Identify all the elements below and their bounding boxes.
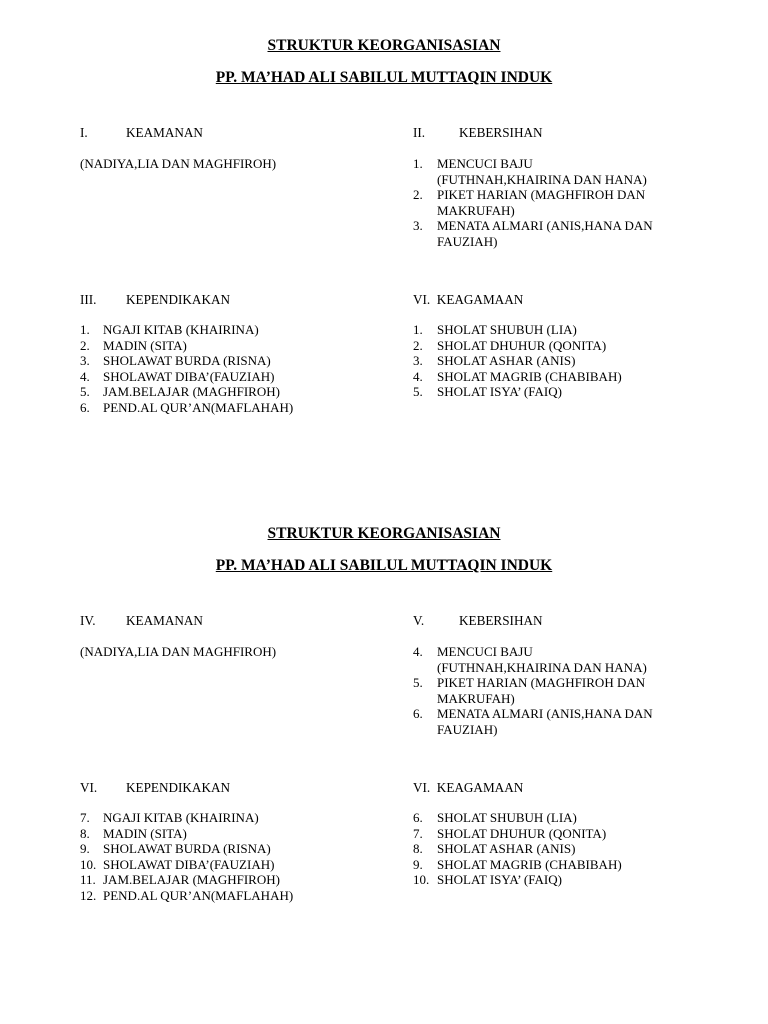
- kependidikan-item-text: NGAJI KITAB (KHAIRINA): [103, 810, 259, 825]
- kependidikan-item-number: 2.: [80, 337, 90, 353]
- kependidikan-item-text: SHOLAWAT DIBA’(FAUZIAH): [103, 368, 275, 384]
- keagamaan-item-number: 8.: [413, 841, 423, 856]
- kependidikan-item-number: 8.: [80, 825, 90, 841]
- keamanan-members: (NADIYA,LIA DAN MAGHFIROH): [80, 644, 277, 659]
- keagamaan-item-text: SHOLAT ISYA’ (FAIQ): [437, 384, 562, 399]
- kependidikan-item-text: NGAJI KITAB (KHAIRINA): [103, 322, 259, 337]
- kependidikan-item-number: 5.: [80, 384, 90, 399]
- keagamaan-item-number: 2.: [413, 337, 423, 353]
- keamanan-heading: KEAMANAN: [126, 613, 203, 628]
- kependidikan-item-text: JAM.BELAJAR (MAGHFIROH): [103, 872, 280, 887]
- kebersihan-item-number: 2.: [413, 187, 423, 202]
- document-subtitle: PP. MA’HAD ALI SABILUL MUTTAQIN INDUK: [215, 557, 553, 574]
- kependidikan-item-number: 6.: [80, 399, 90, 415]
- keagamaan-item-number: 4.: [413, 368, 423, 384]
- keagamaan-item-number: 1.: [413, 322, 423, 337]
- kebersihan-item-line1: PIKET HARIAN (MAGHFIROH DAN: [437, 675, 646, 690]
- keagamaan-item-number: 7.: [413, 825, 423, 841]
- keagamaan-item-number: 6.: [413, 810, 423, 825]
- kependidikan-item-number: 10.: [80, 856, 97, 872]
- kebersihan-item-line2: MAKRUFAH): [437, 690, 515, 706]
- kebersihan-item-number: 4.: [413, 644, 423, 659]
- kebersihan-item-number: 6.: [413, 706, 423, 721]
- keagamaan-item-text: SHOLAT ASHAR (ANIS): [437, 841, 576, 856]
- kebersihan-item-line2: MAKRUFAH): [437, 202, 515, 218]
- kebersihan-item-line2: (FUTHNAH,KHAIRINA DAN HANA): [437, 659, 647, 675]
- kependidikan-item-text: MADIN (SITA): [103, 337, 187, 353]
- keamanan-heading: KEAMANAN: [126, 125, 203, 140]
- kebersihan-item-number: 1.: [413, 156, 423, 171]
- kebersihan-item-line2: (FUTHNAH,KHAIRINA DAN HANA): [437, 171, 647, 187]
- keamanan-members: (NADIYA,LIA DAN MAGHFIROH): [80, 156, 277, 171]
- kependidikan-item-text: SHOLAWAT BURDA (RISNA): [103, 841, 271, 856]
- keagamaan-item-number: 10.: [413, 872, 430, 887]
- keagamaan-item-text: SHOLAT ASHAR (ANIS): [437, 353, 576, 368]
- kependidikan-item-number: 3.: [80, 353, 90, 368]
- kependidikan-item-number: 7.: [80, 810, 90, 825]
- kependidikan-number: VI.: [80, 780, 98, 795]
- keagamaan-item-text: SHOLAT DHUHUR (QONITA): [437, 337, 607, 353]
- kebersihan-item-line2: FAUZIAH): [437, 721, 498, 737]
- kependidikan-item-text: SHOLAWAT DIBA’(FAUZIAH): [103, 856, 275, 872]
- kebersihan-item-number: 5.: [413, 675, 423, 690]
- keamanan-number: IV.: [80, 613, 96, 628]
- kebersihan-item-line2: FAUZIAH): [437, 233, 498, 249]
- kependidikan-item-text: MADIN (SITA): [103, 825, 187, 841]
- keagamaan-item-text: SHOLAT MAGRIB (CHABIBAH): [437, 368, 622, 384]
- kependidikan-item-text: PEND.AL QUR’AN(MAFLAHAH): [103, 399, 294, 415]
- keagamaan-item-number: 3.: [413, 353, 423, 368]
- kependidikan-item-text: PEND.AL QUR’AN(MAFLAHAH): [103, 887, 294, 903]
- kebersihan-item-line1: PIKET HARIAN (MAGHFIROH DAN: [437, 187, 646, 202]
- kependidikan-item-number: 12.: [80, 887, 97, 903]
- keagamaan-item-text: SHOLAT DHUHUR (QONITA): [437, 825, 607, 841]
- kependidikan-item-number: 11.: [80, 872, 96, 887]
- keagamaan-item-number: 9.: [413, 856, 423, 872]
- keamanan-number: I.: [80, 125, 88, 140]
- kebersihan-item-line1: MENATA ALMARI (ANIS,HANA DAN: [437, 218, 653, 233]
- keagamaan-item-text: SHOLAT SHUBUH (LIA): [437, 810, 577, 825]
- kependidikan-heading: KEPENDIKAKAN: [126, 292, 231, 307]
- kebersihan-heading: KEBERSIHAN: [459, 125, 543, 140]
- kependidikan-item-number: 9.: [80, 841, 90, 856]
- keagamaan-item-text: SHOLAT SHUBUH (LIA): [437, 322, 577, 337]
- keagamaan-heading: VI. KEAGAMAAN: [413, 292, 524, 307]
- keagamaan-item-text: SHOLAT MAGRIB (CHABIBAH): [437, 856, 622, 872]
- keagamaan-item-number: 5.: [413, 384, 423, 399]
- keagamaan-item-text: SHOLAT ISYA’ (FAIQ): [437, 872, 562, 887]
- kebersihan-heading: KEBERSIHAN: [459, 613, 543, 628]
- document-subtitle: PP. MA’HAD ALI SABILUL MUTTAQIN INDUK: [215, 69, 553, 86]
- kependidikan-item-number: 1.: [80, 322, 90, 337]
- kependidikan-number: III.: [80, 292, 97, 307]
- keagamaan-heading: VI. KEAGAMAAN: [413, 780, 524, 795]
- kependidikan-item-text: SHOLAWAT BURDA (RISNA): [103, 353, 271, 368]
- document-title: STRUKTUR KEORGANISASIAN: [267, 37, 501, 54]
- kebersihan-item-line1: MENATA ALMARI (ANIS,HANA DAN: [437, 706, 653, 721]
- kebersihan-item-number: 3.: [413, 218, 423, 233]
- kebersihan-item-line1: MENCUCI BAJU: [437, 156, 533, 171]
- kebersihan-number: V.: [413, 613, 425, 628]
- kependidikan-heading: KEPENDIKAKAN: [126, 780, 231, 795]
- kependidikan-item-number: 4.: [80, 368, 90, 384]
- kebersihan-number: II.: [413, 125, 426, 140]
- kebersihan-item-line1: MENCUCI BAJU: [437, 644, 533, 659]
- document-title: STRUKTUR KEORGANISASIAN: [267, 525, 501, 542]
- kependidikan-item-text: JAM.BELAJAR (MAGHFIROH): [103, 384, 280, 399]
